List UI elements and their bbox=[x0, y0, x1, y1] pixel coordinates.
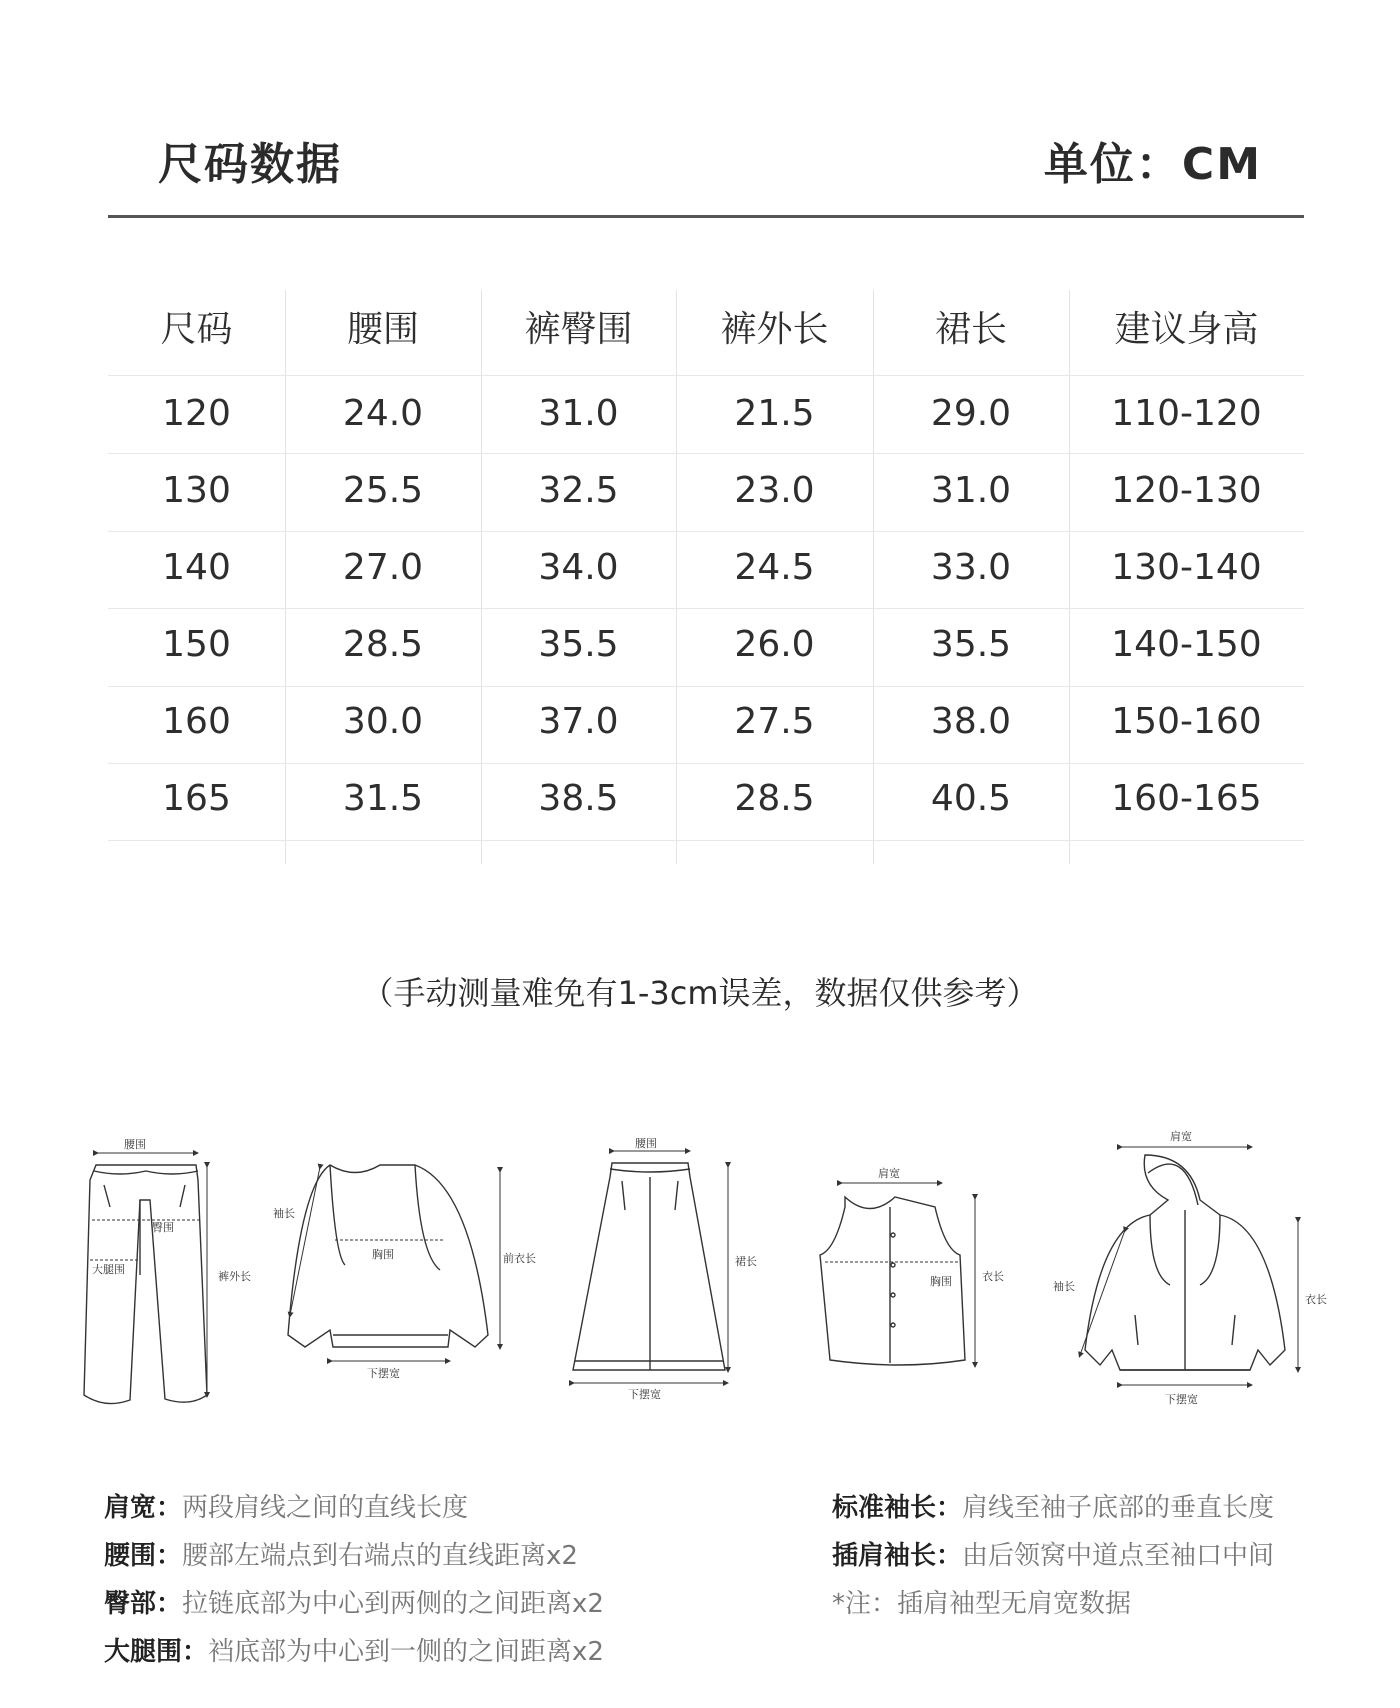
table-cell: 27.0 bbox=[342, 547, 424, 588]
sweater-hem-label: 下摆宽 bbox=[367, 1367, 400, 1380]
table-cell: 24.5 bbox=[734, 547, 815, 588]
definition-item bbox=[104, 1484, 604, 1532]
size-table bbox=[108, 290, 1304, 864]
column-header: 尺码 bbox=[160, 309, 233, 350]
table-cell: 130 bbox=[162, 470, 231, 511]
unit-label: 单位：CM bbox=[1043, 139, 1262, 190]
table-cell: 33.0 bbox=[930, 547, 1012, 588]
table-cell: 37.0 bbox=[538, 701, 619, 742]
sweater-chest-label: 胸围 bbox=[372, 1248, 394, 1261]
definition-term: 标准袖长： bbox=[832, 1493, 963, 1523]
table-cell: 32.5 bbox=[538, 470, 619, 511]
definition-item bbox=[104, 1580, 604, 1628]
table-cell: 35.5 bbox=[930, 624, 1012, 665]
jacket-sleeve-label: 袖长 bbox=[1053, 1280, 1075, 1293]
table-cell: 35.5 bbox=[538, 624, 619, 665]
jacket-diagram bbox=[1080, 1147, 1298, 1385]
pants-outseam-label: 裤外长 bbox=[218, 1270, 251, 1283]
table-cell: 150-160 bbox=[1111, 701, 1262, 742]
table-cell: 120-130 bbox=[1111, 470, 1262, 511]
table-cell: 24.0 bbox=[342, 393, 424, 434]
garment-diagrams bbox=[0, 1125, 1400, 1425]
table-cell: 140 bbox=[162, 547, 231, 588]
definition-desc: 两段肩线之间的直线长度 bbox=[182, 1493, 469, 1523]
definition-item bbox=[104, 1532, 604, 1580]
definition-item bbox=[832, 1580, 1274, 1628]
definition-desc: 腰部左端点到右端点的直线距离x2 bbox=[182, 1541, 578, 1571]
table-cell: 31.5 bbox=[342, 778, 424, 819]
row-divider bbox=[108, 686, 1304, 687]
pants-diagram bbox=[84, 1153, 207, 1404]
vest-diagram bbox=[820, 1183, 975, 1365]
table-cell: 38.5 bbox=[538, 778, 619, 819]
row-divider bbox=[108, 763, 1304, 764]
table-cell: 160-165 bbox=[1111, 778, 1262, 819]
title-divider bbox=[108, 215, 1304, 218]
table-cell: 26.0 bbox=[734, 624, 815, 665]
table-cell: 31.0 bbox=[538, 393, 619, 434]
page-title: 尺码数据 bbox=[158, 139, 342, 190]
pants-thigh-label: 大腿围 bbox=[92, 1263, 125, 1276]
table-cell: 27.5 bbox=[734, 701, 815, 742]
definition-footnote: *注：插肩袖型无肩宽数据 bbox=[832, 1589, 1132, 1619]
table-cell: 29.0 bbox=[930, 393, 1012, 434]
table-cell: 40.5 bbox=[930, 778, 1012, 819]
table-cell: 130-140 bbox=[1111, 547, 1262, 588]
table-cell: 160 bbox=[162, 701, 231, 742]
sweater-diagram bbox=[288, 1165, 500, 1361]
definition-term: 大腿围： bbox=[104, 1637, 209, 1667]
jacket-hem-label: 下摆宽 bbox=[1165, 1393, 1198, 1406]
skirt-waist-label: 腰围 bbox=[635, 1137, 657, 1150]
definition-item bbox=[104, 1628, 604, 1676]
skirt-hem-label: 下摆宽 bbox=[628, 1388, 661, 1401]
sweater-sleeve-label: 袖长 bbox=[273, 1207, 295, 1220]
row-divider bbox=[108, 453, 1304, 454]
vest-chest-label: 胸围 bbox=[930, 1275, 952, 1288]
definitions-right bbox=[832, 1484, 1274, 1628]
jacket-shoulder-label: 肩宽 bbox=[1170, 1130, 1192, 1143]
definition-desc: 拉链底部为中心到两侧的之间距离x2 bbox=[182, 1589, 604, 1619]
definitions-left bbox=[104, 1484, 604, 1676]
table-cell: 34.0 bbox=[538, 547, 619, 588]
definition-term: 肩宽： bbox=[104, 1493, 183, 1523]
table-cell: 23.0 bbox=[734, 470, 815, 511]
skirt-length-label: 裙长 bbox=[735, 1255, 757, 1268]
definition-term: 插肩袖长： bbox=[832, 1541, 963, 1571]
column-header: 建议身高 bbox=[1114, 309, 1259, 350]
table-cell: 110-120 bbox=[1111, 393, 1262, 434]
definition-desc: 由后领窝中道点至袖口中间 bbox=[962, 1541, 1275, 1571]
sweater-length-label: 前衣长 bbox=[503, 1252, 536, 1265]
table-cell: 31.0 bbox=[930, 470, 1012, 511]
table-cell: 30.0 bbox=[342, 701, 424, 742]
table-cell: 28.5 bbox=[734, 778, 815, 819]
column-header: 裙长 bbox=[934, 309, 1007, 350]
column-header: 腰围 bbox=[346, 309, 419, 350]
table-cell: 21.5 bbox=[734, 393, 815, 434]
column-header: 裤外长 bbox=[720, 309, 829, 350]
pants-hip-label: 臀围 bbox=[152, 1221, 174, 1234]
table-cell: 28.5 bbox=[342, 624, 424, 665]
row-divider bbox=[108, 531, 1304, 532]
table-cell: 38.0 bbox=[930, 701, 1012, 742]
vest-shoulder-label: 肩宽 bbox=[878, 1167, 900, 1180]
definition-desc: 肩线至袖子底部的垂直长度 bbox=[962, 1493, 1275, 1523]
table-cell: 140-150 bbox=[1111, 624, 1262, 665]
definition-item bbox=[832, 1484, 1274, 1532]
measurement-note: （手动测量难免有1-3cm误差，数据仅供参考） bbox=[361, 974, 1039, 1012]
table-cell: 150 bbox=[162, 624, 231, 665]
row-divider bbox=[108, 840, 1304, 841]
definition-term: 臀部： bbox=[104, 1589, 183, 1619]
row-divider bbox=[108, 608, 1304, 609]
column-header: 裤臀围 bbox=[524, 309, 633, 350]
definition-item bbox=[832, 1532, 1274, 1580]
row-divider bbox=[108, 375, 1304, 376]
jacket-length-label: 衣长 bbox=[1305, 1293, 1327, 1306]
pants-waist-label: 腰围 bbox=[124, 1138, 146, 1151]
table-cell: 25.5 bbox=[342, 470, 424, 511]
table-cell: 165 bbox=[162, 778, 231, 819]
skirt-diagram bbox=[572, 1151, 728, 1383]
vest-length-label: 衣长 bbox=[982, 1270, 1004, 1283]
definition-term: 腰围： bbox=[104, 1541, 183, 1571]
table-cell: 120 bbox=[162, 393, 231, 434]
definition-desc: 裆底部为中心到一侧的之间距离x2 bbox=[208, 1637, 604, 1667]
